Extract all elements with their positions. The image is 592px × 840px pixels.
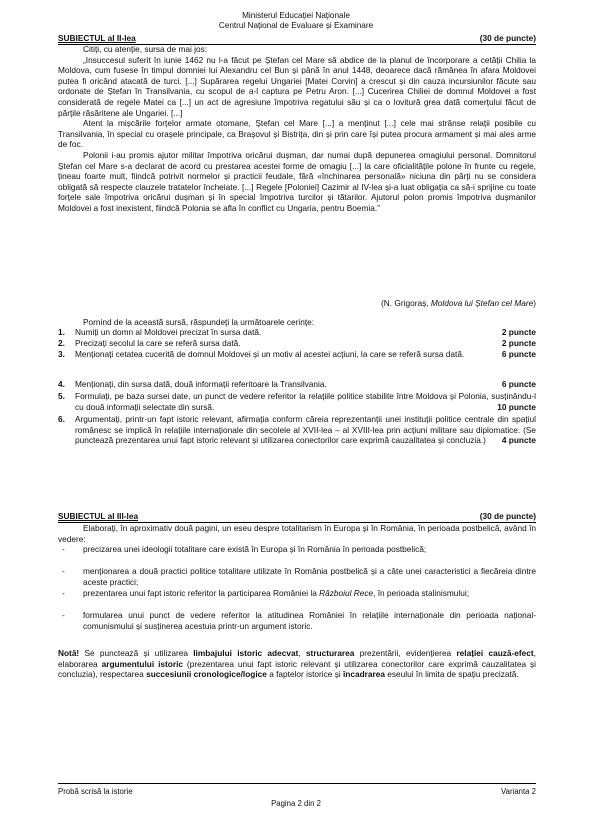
footer-rule <box>58 783 536 784</box>
citation-title: Moldova lui Ștefan cel Mare <box>430 298 534 308</box>
citation-end: ) <box>533 298 536 308</box>
question-2 <box>58 338 536 349</box>
question-number: 3. <box>58 349 65 359</box>
citation-author: (N. Grigoraș, <box>381 298 431 308</box>
note-text: (prezentarea unui fapt istoric relevant și utilizarea conectorilor care exprimă cauzalitatea și concluzia), respectarea <box>58 658 536 680</box>
note-bold: încadrarea <box>343 669 385 680</box>
center-header: Centrul Național de Evaluare și Examinare <box>218 21 374 30</box>
note-text: a faptelor istorice și <box>266 669 343 680</box>
section-3-heading <box>58 511 536 523</box>
requirement-text: menționarea a două practici politice totalitare utilizate în România postbelică și a câte unei caracteristici a fiecăreia dintre aceste practici; <box>83 566 536 587</box>
section-3-points: (30 de puncte) <box>479 511 536 521</box>
question-3 <box>58 349 536 371</box>
page-number: Pagina 2 din 2 <box>271 799 321 808</box>
evaluation-note <box>58 648 536 680</box>
footer-left: Probă scrisă la istorie <box>58 787 133 796</box>
bullet-dash: - <box>62 544 65 554</box>
source-paragraph-2: Atent la mișcările forțelor armate otomane, Ștefan cel Mare [...] a menținut [...] cele mai strânse relații posibile cu Transilvania, în special cu orașele principale, ca Brașovul și Bistrița, din și prin care își putea procura armament și mai ales arme de foc. <box>58 118 536 150</box>
question-text: Precizați secolul la care se referă sursa dată. <box>75 338 241 348</box>
note-text: , <box>298 648 306 658</box>
note-text: eseului în limita de spațiu precizată. <box>384 669 519 680</box>
question-number: 6. <box>58 414 65 424</box>
source-citation <box>381 298 536 308</box>
section-2-intro: Citiți, cu atenție, sursa de mai jos: <box>83 44 208 54</box>
question-number: 4. <box>58 379 65 389</box>
section-2-title: SUBIECTUL al II-lea <box>58 33 136 43</box>
question-4 <box>58 379 536 390</box>
question-points: 2 puncte <box>501 327 536 337</box>
requirement-italic: Războiul Rece <box>319 588 374 598</box>
question-points: 6 puncte <box>501 349 536 359</box>
source-paragraph-3: Polonii i-au promis ajutor militar împotriva oricărui dușman, dar numai după depunerea omagiului personal. Domnitorul Ștefan cel Mare s-a declarat de acord cu prestarea acestei forme de omagiu [...] la care oficialitățile polone în frunte cu regele, țineau foarte mult, fiindcă potrivit normelor și practicii feudale, fără «închinarea personală» niciuna din părți nu se considera obligată să respecte clauzele tratatelor încheiate. [...] Regele [Poloniei] Cazimir al IV-lea și-a luat obligația ca să-i sprijine cu toate forțele sale împotriva oricărui dușman și în special împotriva turcilor și tătarilor. Ajutorul polon promis împotriva dușmanilor Moldovei a fost inexistent, fiindcă Polonia se afla în conflict cu Ungaria, pentru Boemia.” <box>58 149 536 213</box>
requirement-text: precizarea unei ideologii totalitare care există în Europa și în România în perioada postbelică; <box>83 544 427 554</box>
question-text: Menționați, din sursa dată, două informații referitoare la Transilvania. <box>75 379 327 389</box>
note-bold: argumentului istoric <box>101 658 183 669</box>
question-number: 1. <box>58 327 65 337</box>
note-text: prezentării, evidențierea <box>354 648 457 658</box>
essay-requirement-4 <box>58 610 536 644</box>
question-6 <box>58 414 536 468</box>
bullet-dash: - <box>62 610 65 620</box>
requirement-text: prezentarea unui fapt istoric referitor la participarea României la <box>83 588 320 598</box>
bullet-dash: - <box>62 566 65 576</box>
source-block <box>58 44 536 214</box>
task-intro: Pornind de la această sursă, răspundeți la următoarele cerințe: <box>83 317 315 327</box>
essay-requirement-2 <box>58 566 536 588</box>
question-points: 2 puncte <box>501 338 536 348</box>
question-text: Argumentați, printr-un fapt istoric relevant, afirmația conform căreia reprezentanții unei instituții politice centrale din spațiul românesc se implică în relațiile internaționale din secolele al XVII-lea – al XVIII-lea prin acțiuni militare sau diplomatice. (Se punctează prezentarea unui fapt istoric relevant și utilizarea conectorilor care exprimă cauzalitatea și concluzia.) <box>75 414 536 446</box>
question-1 <box>58 327 536 338</box>
note-bold: limbajului istoric adecvat <box>193 648 299 658</box>
note-bold: relației cauză-efect <box>456 648 534 658</box>
source-paragraph-1: „Insuccesul suferit în iunie 1462 nu l-a făcut pe Ștefan cel Mare să abdice de la planul de încorporare a cetății Chilia la Moldova, cum fusese în timpul domniei lui Alexandru cel Bun și până în anul 1448, deoarece dacă rămânea în afara Moldovei putea fi oricând atacată de turci. [...] Supărarea regelui Ungariei [Matei Corvin] a crescut și din cauza incursiunilor făcute sau ordonate de Ștefan în Transilvania, cu scopul de a-l captura pe Petru Aron. [...] Cucerirea Chiliei de domnul Moldovei a fost considerată de regele Matei ca [...] un act de agresiune împotriva regatului său și ca o lovitură grea dată comerțului făcut de părțile răsăritene ale Ungariei. [...] <box>58 54 536 118</box>
essay-requirement-3 <box>58 588 536 610</box>
note-label: Notă! <box>58 648 80 658</box>
requirement-text: formularea unui punct de vedere referitor la atitudinea României în relațiile internaționale din perioada național-comunismului și susținerea acestuia printr-un argument istoric. <box>83 610 536 631</box>
question-text: Menționați cetatea cucerită de domnul Moldovei și un motiv al acestei acțiuni, la care se referă sursa dată. <box>75 349 465 359</box>
question-points: 6 puncte <box>501 379 536 389</box>
question-5 <box>58 391 536 413</box>
requirement-text-end: , în perioada stalinismului; <box>373 588 470 598</box>
bullet-dash: - <box>62 588 65 598</box>
footer-right: Varianta 2 <box>501 787 536 796</box>
essay-requirement-1 <box>58 544 536 566</box>
question-points: 10 puncte <box>497 401 536 412</box>
note-text: , elaborarea <box>58 648 536 669</box>
note-text: Se punctează și utilizarea <box>79 648 194 658</box>
question-text: Numiți un domn al Moldovei precizat în sursa dată. <box>75 327 262 337</box>
question-points: 4 puncte <box>501 435 536 446</box>
note-bold: structurarea <box>305 648 355 658</box>
section-2-points: (30 de puncte) <box>479 33 536 43</box>
ministry-header: Ministerul Educației Naționale <box>242 11 350 20</box>
question-text: Formulați, pe baza sursei date, un punct de vedere referitor la relațiile politice stabilite între Moldova și Polonia, susținându-l cu două informații selectate din sursă. <box>75 391 536 412</box>
question-number: 2. <box>58 338 65 348</box>
question-number: 5. <box>58 391 65 401</box>
section-3-intro: Elaborați, în aproximativ două pagini, un eseu despre totalitarism în Europa și în România, în perioada postbelică, având în vedere: <box>58 523 536 544</box>
note-bold: succesiunii cronologice/logice <box>146 669 267 680</box>
section-3-title: SUBIECTUL al III-lea <box>58 511 139 521</box>
